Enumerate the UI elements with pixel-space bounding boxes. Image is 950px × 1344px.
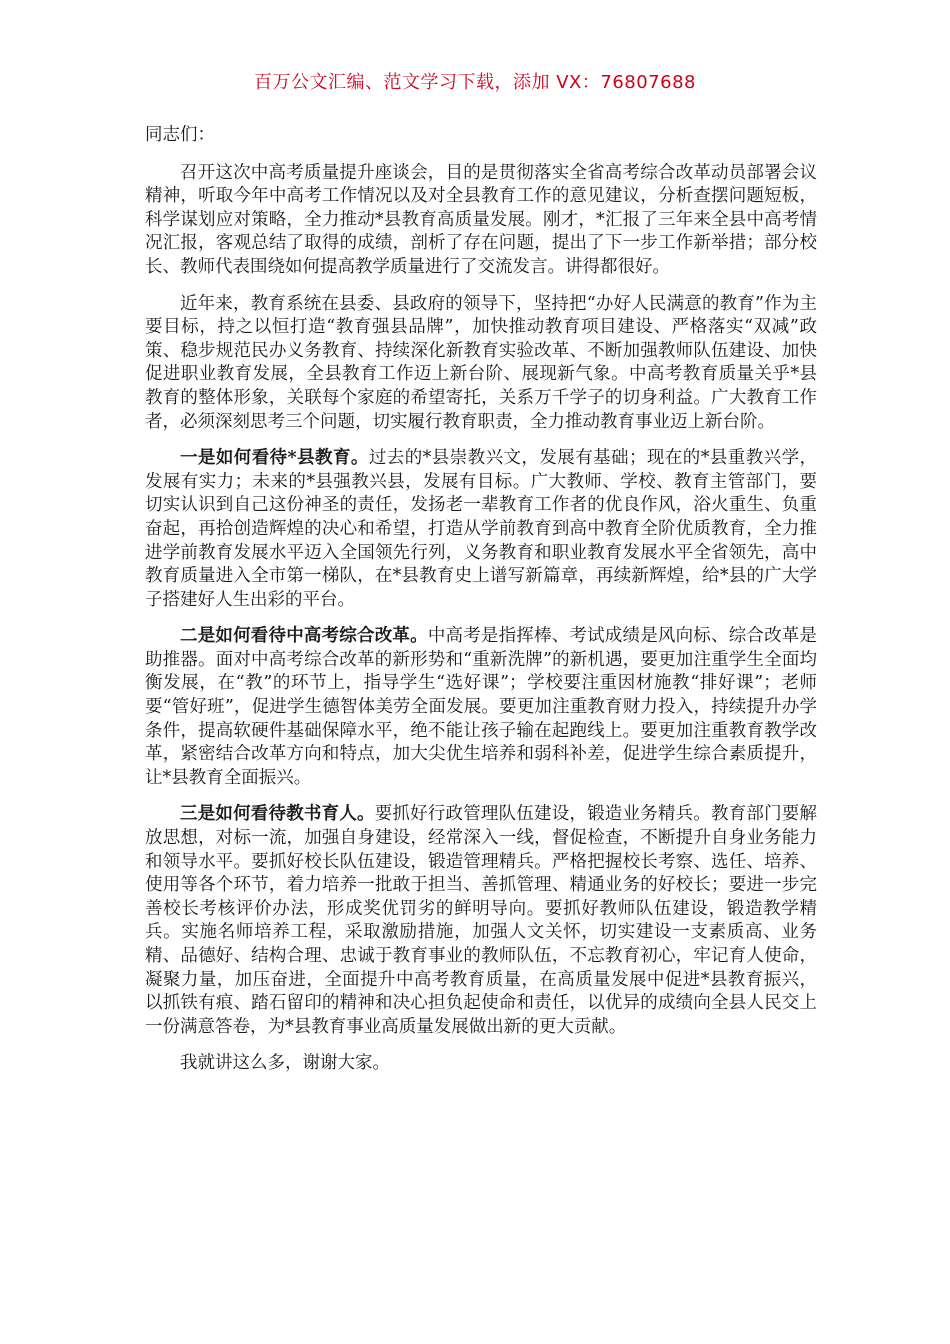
salutation: 同志们： (145, 125, 215, 145)
speech-body (145, 124, 817, 1089)
paragraph-opening (145, 162, 817, 280)
paragraph-text: 过去的*县崇教兴文，发展有基础；现在的*县重教兴学，发展有实力；未来的*县强教兴县，发展有目标。广大教师、学校、教育主管部门，要切实认识到自己这份神圣的责任，发扬老一辈教育工作者的优良作风，浴火重生、负重奋起，再拾创造辉煌的决心和希望，打造从学前教育到高中教育全阶优质教育，全力推进学前教育发展水平迈入全国领先行列，义务教育和职业教育发展水平全省领先，高中教育质量进入全市第一梯队，在*县教育史上谱写新篇章，再续新辉煌，给*县的广大学子搭建好人生出彩的平台。 (145, 448, 817, 610)
paragraph-lead: 一是如何看待*县教育。 (180, 448, 369, 469)
header-banner: 百万公文汇编、范文学习下载，添加 VX：76807688 (254, 72, 696, 93)
paragraph-text: 要抓好行政管理队伍建设，锻造业务精兵。教育部门要解放思想，对标一流，加强自身建设，经常深入一线，督促检查，不断提升自身业务能力和领导水平。要抓好校长队伍建设，锻造管理精兵。严格把握校长考察、选任、培养、使用等各个环节，着力培养一批敢于担当、善抓管理、精通业务的好校长；要进一步完善校长考核评价办法，形成奖优罚劣的鲜明导向。要抓好教师队伍建设，锻造教学精兵。实施名师培养工程，采取激励措施，加强人文关怀，切实建设一支素质高、业务精、品德好、结构合理、忠诚于教育事业的教师队伍，不忘教育初心，牢记育人使命，凝聚力量，加压奋进，全面提升中高考教育质量，在高质量发展中促进*县教育振兴，以抓铁有痕、踏石留印的精神和决心担负起使命和责任，以优异的成绩向全县人民交上一份满意答卷，为*县教育事业高质量发展做出新的更大贡献。 (145, 804, 818, 1037)
paragraph-text: 近年来，教育系统在县委、县政府的领导下，坚持把“办好人民满意的教育”作为主要目标，持之以恒打造“教育强县品牌”，加快推动教育项目建设、严格落实“双减”政策、稳步规范民办义务教育、持续深化新教育实验改革、不断加强教师队伍建设、加快促进职业教育发展，全县教育工作迈上新台阶、展现新气象。中高考教育质量关乎*县教育的整体形象，关联每个家庭的希望寄托，关系万千学子的切身利益。广大教育工作者，必须深刻思考三个问题，切实履行教育职责，全力推动教育事业迈上新台阶。 (145, 293, 817, 432)
paragraph-text: 我就讲这么多，谢谢大家。 (180, 1053, 390, 1074)
paragraph-text: 召开这次中高考质量提升座谈会，目的是贯彻落实全省高考综合改革动员部署会议精神，听取今年中高考工作情况以及对全县教育工作的意见建议，分析查摆问题短板，科学谋划应对策略，全力推动*县教育高质量发展。刚才，*汇报了三年来全县中高考情况汇报，客观总结了取得的成绩，剖析了存在问题，提出了下一步工作新举措；部分校长、教师代表围绕如何提高教学质量进行了交流发言。讲得都很好。 (145, 162, 817, 277)
paragraph-point-two (145, 625, 817, 790)
paragraph-lead: 二是如何看待中高考综合改革。 (180, 626, 428, 647)
paragraph-point-one (145, 447, 817, 612)
paragraph-text: 中高考是指挥棒、考试成绩是风向标、综合改革是助推器。面对中高考综合改革的新形势和“重新洗牌”的新机遇，要更加注重学生全面均衡发展，在“教”的环节上，指导学生“选好课”；学校要注重因材施教“排好课”；老师要“管好班”，促进学生德智体美劳全面发展。要更加注重教育财力投入，持续提升办学条件，提高软硬件基础保障水平，绝不能让孩子输在起跑线上。要更加注重教育教学改革，紧密结合改革方向和特点，加大尖优生培养和弱科补差，促进学生综合素质提升，让*县教育全面振兴。 (145, 626, 818, 788)
paragraph-overview (145, 293, 817, 435)
paragraph-lead: 三是如何看待教书育人。 (180, 804, 375, 825)
paragraph-point-three (145, 803, 817, 1039)
paragraph-closing (145, 1052, 817, 1076)
